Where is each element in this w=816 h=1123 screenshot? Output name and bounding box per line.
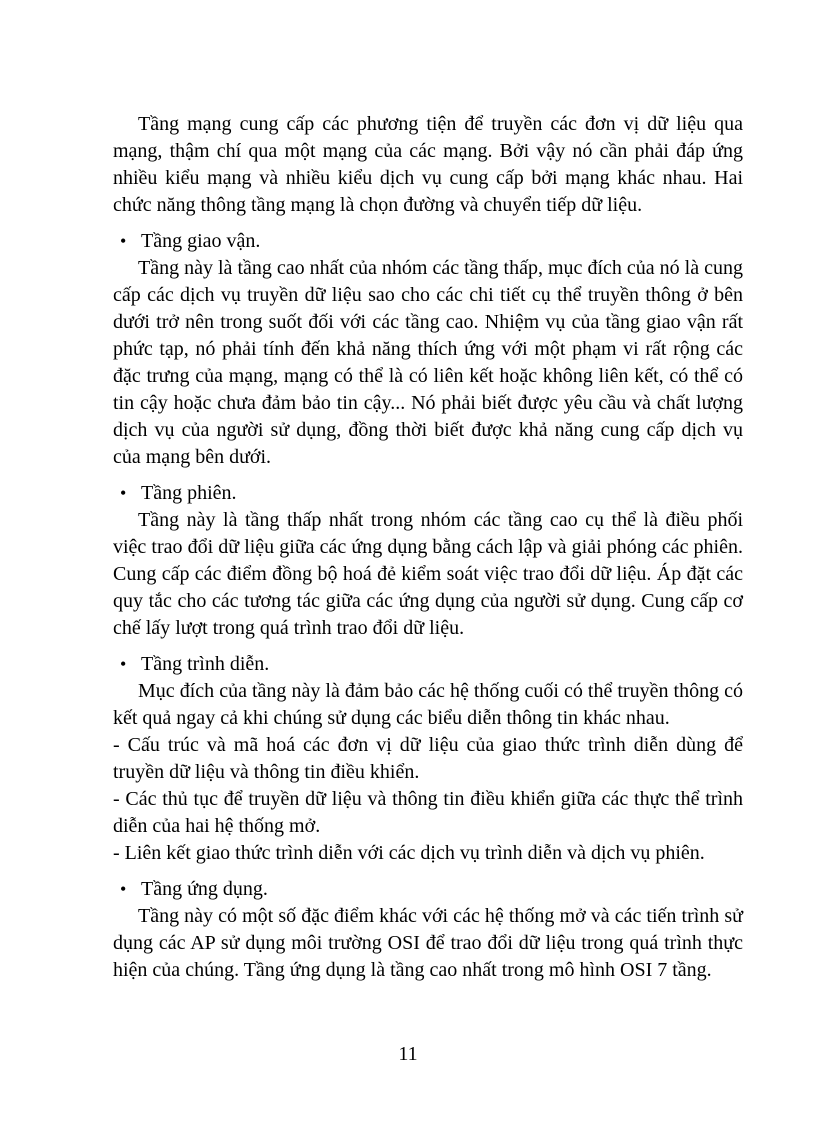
bullet-icon: • (120, 654, 127, 674)
text-column (113, 111, 743, 984)
paragraph: Mục đích của tầng này là đảm bảo các hệ thống cuối có thể truyền thông có kết quả ngay cả khi chúng sử dụng các biểu diễn thông tin khác nhau. (113, 680, 743, 729)
bullet-item-label: Tầng phiên. (141, 482, 237, 504)
paragraph: Tầng này là tầng thấp nhất trong nhóm các tầng cao cụ thể là điều phối việc trao đổi dữ liệu giữa các ứng dụng bằng cách lập và giải phóng các phiên. Cung cấp các điểm đồng bộ hoá đẻ kiểm soát việc trao đổi dữ liệu. Áp đặt các quy tắc cho các tương tác giữa các ứng dụng của người sử dụng. Cung cấp cơ chế lấy lượt trong quá trình trao đổi dữ liệu. (113, 509, 743, 639)
paragraph: Tầng này có một số đặc điểm khác với các hệ thống mở và các tiến trình sử dụng các AP sử dụng môi trường OSI để trao đổi dữ liệu trong quá trình thực hiện của chúng. Tầng ứng dụng là tầng cao nhất trong mô hình OSI 7 tầng. (113, 905, 743, 981)
bullet-item (113, 480, 743, 507)
bullet-item (113, 228, 743, 255)
bullet-item (113, 651, 743, 678)
page-number: 11 (398, 1043, 418, 1065)
bullet-icon: • (120, 879, 127, 899)
paragraph: Tầng này là tầng cao nhất của nhóm các tầng thấp, mục đích của nó là cung cấp các dịch vụ truyền dữ liệu sao cho các chi tiết cụ thể truyền thông ở bên dưới trở nên trong suốt đối với các tầng cao. Nhiệm vụ của tầng giao vận rất phức tạp, nó phải tính đến khả năng thích ứng với một phạm vi rất rộng các đặc trưng của mạng, mạng có thể là có liên kết hoặc không liên kết, có thể có tin cậy hoặc chưa đảm bảo tin cậy... Nó phải biết được yêu cầu và chất lượng dịch vụ của người sử dụng, đồng thời biết được khả năng cung cấp dịch vụ của mạng bên dưới. (113, 257, 743, 468)
bullet-item (113, 876, 743, 903)
bullet-item-label: Tầng trình diễn. (141, 653, 270, 675)
bullet-item-label: Tầng giao vận. (141, 230, 261, 252)
dash-list-item: - Cấu trúc và mã hoá các đơn vị dữ liệu của giao thức trình diễn dùng để truyền dữ liệu và thông tin điều khiển. (113, 734, 743, 783)
paragraph: Tầng mạng cung cấp các phương tiện để truyền các đơn vị dữ liệu qua mạng, thậm chí qua một mạng của các mạng. Bởi vậy nó cần phải đáp ứng nhiều kiểu mạng và nhiều kiểu dịch vụ cung cấp bởi mạng khác nhau. Hai chức năng thông tầng mạng là chọn đường và chuyển tiếp dữ liệu. (113, 113, 743, 216)
bullet-icon: • (120, 231, 127, 251)
dash-list-item: - Liên kết giao thức trình diễn với các dịch vụ trình diễn và dịch vụ phiên. (113, 842, 705, 864)
bullet-item-label: Tầng ứng dụng. (141, 878, 268, 900)
bullet-icon: • (120, 483, 127, 503)
dash-list-item: - Các thủ tục để truyền dữ liệu và thông tin điều khiển giữa các thực thể trình diễn của hai hệ thống mở. (113, 788, 743, 837)
